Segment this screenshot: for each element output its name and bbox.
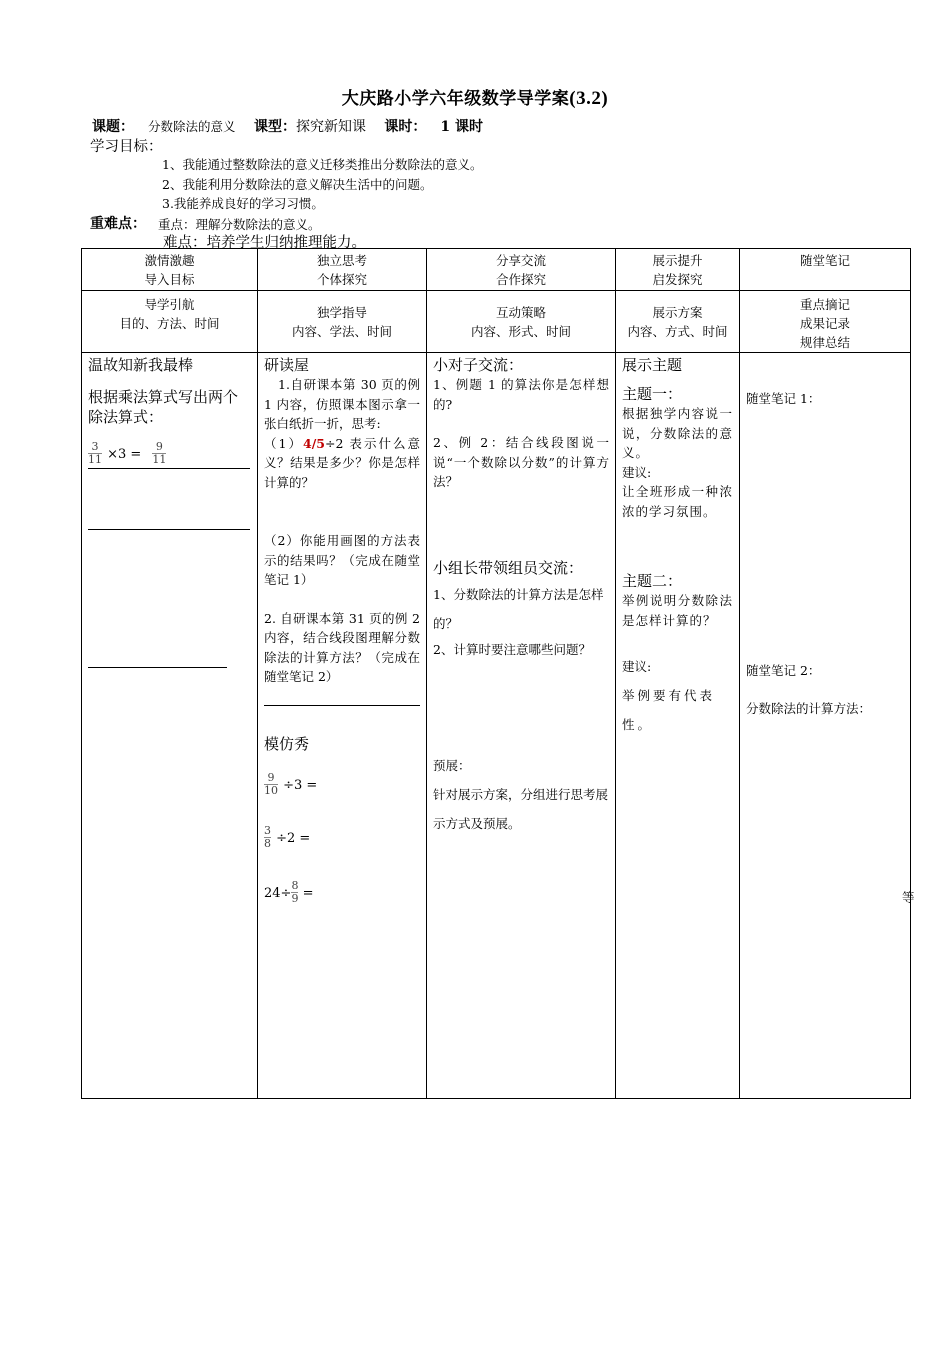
topic-2-text: 举例说明分数除法是怎样计算的？ <box>622 593 733 628</box>
exercise-3: 24÷ $\frac{8}{9}$ = <box>264 878 314 905</box>
lesson-meta: 课题： 分数除法的意义 课型：探究新知课 课时： 1 课时 <box>92 119 484 135</box>
answer-line-2 <box>88 667 227 668</box>
note-2-label: 随堂笔记 2： <box>746 662 821 678</box>
subheader-col-2: 独学指导 内容、学法、时间 <box>258 291 427 353</box>
preview-label: 预展： <box>433 758 471 773</box>
note-2-text: 分数除法的计算方法： <box>746 701 872 716</box>
study-task-2: 2. 自研课本第 31 页的例 2 内容，结合线段图理解分数除法的计算方法？（完成在随堂笔记 2） <box>264 610 420 684</box>
header-col-4: 展示提升 启发探究 <box>616 249 740 291</box>
body-col-4 <box>616 353 740 1099</box>
topic-1-label: 主题一： <box>622 385 683 403</box>
fraction: $\frac{9}{11}$ <box>152 440 167 466</box>
group-question-1: 1、分数除法的计算方法是怎样的？ <box>433 586 604 631</box>
fraction: $\frac{3}{11}$ <box>88 440 102 466</box>
study-room-title: 研读屋 <box>264 356 310 374</box>
subheader-col-3: 互动策略 内容、形式、时间 <box>427 291 616 353</box>
header-col-3: 分享交流 合作探究 <box>427 249 616 291</box>
answer-line-1 <box>88 529 250 530</box>
imitate-title: 模仿秀 <box>264 734 310 753</box>
review-task: 根据乘法算式写出两个除法算式： <box>88 388 239 426</box>
group-exchange-title: 小组长带领组员交流： <box>433 558 584 577</box>
keypoint-main: 重点：理解分数除法的意义。 <box>158 217 321 232</box>
header-col-2: 独立思考 个体探究 <box>258 249 427 291</box>
keypoint-difficult: 难点：培养学生归纳推理能力。 <box>163 235 366 251</box>
header-col-5: 随堂笔记 <box>740 249 911 291</box>
note-1-label: 随堂笔记 1： <box>746 391 821 406</box>
header-col-1: 激情激趣 导入目标 <box>82 249 258 291</box>
exercise-1: $\frac{9}{10}$ ÷3 = <box>264 770 318 797</box>
topic-1-advice: 让全班形成一种浓浓的学习氛围。 <box>622 484 733 519</box>
objective-1: 1、我能通过整数除法的意义迁移类推出分数除法的意义。 <box>162 157 483 172</box>
pair-exchange-title: 小对子交流： <box>433 356 524 374</box>
study-question-2: （2）你能用画图的方法表示的结果吗？（完成在随堂笔记 1） <box>264 533 420 587</box>
study-question-1: （1）4/5÷2 表示什么意义？结果是多少？你是怎样计算的？ <box>264 435 421 490</box>
objectives-label: 学习目标： <box>90 139 163 155</box>
pair-question-2: 2、例 2：结合线段图说一说“一个数除以分数”的计算方法？ <box>433 435 609 489</box>
review-title: 温故知新我最棒 <box>88 356 194 374</box>
topic-2-advice: 举例要有代表性。 <box>622 688 716 732</box>
body-col-3 <box>427 353 616 1099</box>
study-plan-table <box>81 248 911 1099</box>
objective-3: 3.我能养成良好的学习习惯。 <box>162 196 324 211</box>
exercise-2: $\frac{3}{8}$ ÷2 = <box>264 823 311 850</box>
body-col-1 <box>82 353 258 1099</box>
subheader-col-1: 导学引航 目的、方法、时间 <box>82 291 258 353</box>
pair-question-1: 1、例题 1 的算法你是怎样想的? <box>433 377 609 412</box>
subheader-col-5: 重点摘记 成果记录 规律总结 <box>740 291 911 353</box>
multiplication-expression: $\frac{3}{11}$ ×3 = $\frac{9}{11}$ <box>88 441 250 469</box>
fraction: $\frac{9}{10}$ <box>264 770 278 797</box>
objective-2: 2、我能利用分数除法的意义解决生活中的问题。 <box>162 177 433 192</box>
side-character: 等 <box>902 890 915 905</box>
topic-1-text: 根据独学内容说一说，分数除法的意义。 <box>622 406 733 460</box>
keypoints-label: 重难点： <box>90 216 146 232</box>
topic-2-label: 主题二： <box>622 572 683 590</box>
body-col-2 <box>258 353 427 1099</box>
preview-text: 针对展示方案，分组进行思考展示方式及预展。 <box>433 787 609 831</box>
answer-line <box>264 705 420 706</box>
body-col-5 <box>740 353 911 1099</box>
group-question-2: 2、计算时要注意哪些问题？ <box>433 641 591 657</box>
fraction: $\frac{3}{8}$ <box>264 823 271 850</box>
fraction: $\frac{8}{9}$ <box>291 878 299 905</box>
page-title: 大庆路小学六年级数学导学案(3.2) <box>341 88 609 109</box>
topic-2-advice-label: 建议: <box>622 659 652 674</box>
topic-1-advice-label: 建议: <box>622 464 652 480</box>
show-topic-title: 展示主题 <box>622 356 683 374</box>
subheader-col-4: 展示方案 内容、方式、时间 <box>616 291 740 353</box>
study-task-1: 1.自研课本第 30 页的例 1 内容，仿照课本图示拿一张白纸折一折，思考: <box>264 377 420 431</box>
